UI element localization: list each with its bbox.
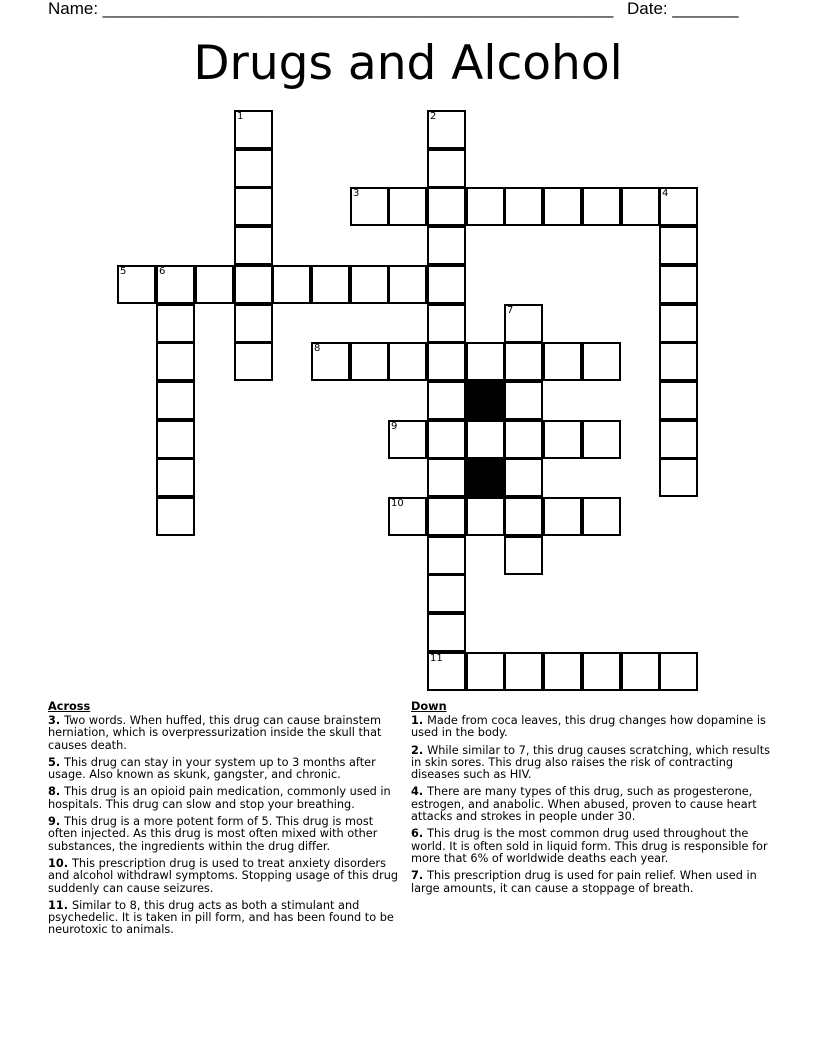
grid-cell[interactable] xyxy=(543,342,582,381)
clue-number: 8. xyxy=(48,785,65,799)
grid-cell[interactable] xyxy=(504,652,543,691)
grid-cell[interactable] xyxy=(234,304,273,343)
grid-cell[interactable] xyxy=(466,187,505,226)
grid-cell[interactable] xyxy=(466,497,505,536)
grid-cell[interactable] xyxy=(504,342,543,381)
grid-cell[interactable] xyxy=(234,110,273,149)
grid-cell[interactable] xyxy=(427,342,466,381)
across-clue xyxy=(48,786,402,811)
grid-cell[interactable] xyxy=(504,536,543,575)
across-clue xyxy=(48,900,402,937)
clue-text: There are many types of this drug, such as progesterone, estrogen, and anabolic. When abused, proven to cause heart attacks and strokes in people under 30. xyxy=(411,785,757,824)
grid-cell[interactable] xyxy=(504,497,543,536)
grid-cell[interactable] xyxy=(117,265,156,304)
grid-cell[interactable] xyxy=(504,381,543,420)
grid-cell[interactable] xyxy=(156,381,195,420)
clue-number: 10 xyxy=(391,498,404,509)
grid-cell[interactable] xyxy=(234,226,273,265)
grid-cell[interactable] xyxy=(156,342,195,381)
grid-cell[interactable] xyxy=(543,420,582,459)
header xyxy=(48,0,748,20)
grid-cell[interactable] xyxy=(427,536,466,575)
grid-cell[interactable] xyxy=(427,652,466,691)
clue-text: This prescription drug is used to treat anxiety disorders and alcohol withdrawl symptoms. Stopping usage of this drug suddenly can cause seizures. xyxy=(48,856,399,895)
across-clue xyxy=(48,715,402,752)
clue-number: 11. xyxy=(48,898,72,912)
grid-cell[interactable] xyxy=(156,458,195,497)
clue-number: 5 xyxy=(120,266,127,277)
clue-number: 9. xyxy=(48,815,65,829)
grid-cell-blocked xyxy=(466,381,505,420)
grid-cell[interactable] xyxy=(543,497,582,536)
clue-number: 9 xyxy=(391,421,398,432)
grid-cell[interactable] xyxy=(388,265,427,304)
grid-cell[interactable] xyxy=(427,149,466,188)
across-heading: Across xyxy=(48,700,91,713)
grid-cell[interactable] xyxy=(388,497,427,536)
grid-cell[interactable] xyxy=(272,265,311,304)
grid-cell[interactable] xyxy=(156,265,195,304)
grid-cell[interactable] xyxy=(582,497,621,536)
grid-cell[interactable] xyxy=(350,342,389,381)
grid-cell[interactable] xyxy=(195,265,234,304)
across-clue xyxy=(48,757,402,782)
grid-cell[interactable] xyxy=(659,265,698,304)
grid-cell[interactable] xyxy=(466,342,505,381)
grid-cell[interactable] xyxy=(388,187,427,226)
down-clue xyxy=(411,828,771,865)
clue-number: 8 xyxy=(314,343,321,354)
clue-text: While similar to 7, this drug causes scratching, which results in skin sores. This drug also raises the risk of contracting diseases such as HIV. xyxy=(411,743,771,782)
clue-number: 11 xyxy=(430,653,443,664)
grid-cell[interactable] xyxy=(659,226,698,265)
down-clue xyxy=(411,745,771,782)
grid-cell[interactable] xyxy=(504,420,543,459)
grid-cell[interactable] xyxy=(311,342,350,381)
grid-cell[interactable] xyxy=(427,265,466,304)
grid-cell[interactable] xyxy=(234,265,273,304)
clue-number: 6 xyxy=(159,266,166,277)
across-clues xyxy=(48,700,402,942)
grid-cell[interactable] xyxy=(234,342,273,381)
grid-cell[interactable] xyxy=(504,458,543,497)
grid-cell[interactable] xyxy=(582,187,621,226)
down-clue xyxy=(411,870,771,895)
clue-text: Made from coca leaves, this drug changes how dopamine is used in the body. xyxy=(411,714,766,740)
grid-cell[interactable] xyxy=(427,420,466,459)
grid-cell[interactable] xyxy=(427,458,466,497)
page-title: Drugs and Alcohol xyxy=(193,36,623,91)
grid-cell[interactable] xyxy=(156,497,195,536)
clue-text: This drug is a more potent form of 5. This drug is most often injected. As this drug is most often mixed with other substances, the ingredients within the drug differ. xyxy=(48,815,378,853)
grid-cell[interactable] xyxy=(659,458,698,497)
grid-cell[interactable] xyxy=(466,652,505,691)
clue-number: 3 xyxy=(353,188,360,199)
grid-cell[interactable] xyxy=(466,420,505,459)
grid-cell[interactable] xyxy=(659,381,698,420)
name-field-label[interactable]: Name: ______________________________________________________ xyxy=(48,0,614,18)
grid-cell[interactable] xyxy=(156,420,195,459)
clue-number: 4. xyxy=(411,785,428,799)
clue-text: Similar to 8, this drug acts as both a stimulant and psychedelic. It is taken in pill form, and has been found to be neurotoxic to animals. xyxy=(48,898,394,937)
grid-cell[interactable] xyxy=(156,304,195,343)
date-field-label[interactable]: Date: _______ xyxy=(627,0,739,18)
grid-cell[interactable] xyxy=(543,652,582,691)
grid-cell[interactable] xyxy=(388,342,427,381)
grid-cell[interactable] xyxy=(427,497,466,536)
grid-cell[interactable] xyxy=(427,226,466,265)
grid-cell[interactable] xyxy=(427,381,466,420)
grid-cell[interactable] xyxy=(659,304,698,343)
clue-number: 2. xyxy=(411,743,428,757)
grid-cell[interactable] xyxy=(621,187,660,226)
clue-text: This drug can stay in your system up to 3 months after usage. Also known as skunk, gangster, and chronic. xyxy=(48,755,376,782)
clue-number: 1 xyxy=(237,111,244,122)
grid-cell[interactable] xyxy=(427,110,466,149)
grid-cell[interactable] xyxy=(504,187,543,226)
grid-cell-blocked xyxy=(466,458,505,497)
grid-cell[interactable] xyxy=(427,574,466,613)
clue-number: 5. xyxy=(48,755,65,769)
clue-text: This drug is an opioid pain medication, commonly used in hospitals. This drug can slow and stop your breathing. xyxy=(48,785,391,811)
clue-text: This drug is the most common drug used throughout the world. It is often sold in liquid form. This drug is responsible for more that 6% of worldwide deaths each year. xyxy=(411,827,768,865)
grid-cell[interactable] xyxy=(621,652,660,691)
clue-number: 10. xyxy=(48,856,72,870)
clue-number: 4 xyxy=(662,188,669,199)
grid-cell[interactable] xyxy=(388,420,427,459)
grid-cell[interactable] xyxy=(659,187,698,226)
grid-cell[interactable] xyxy=(427,187,466,226)
clue-number: 7. xyxy=(411,869,428,883)
clue-number: 7 xyxy=(507,305,514,316)
grid-cell[interactable] xyxy=(659,652,698,691)
clue-text: Two words. When huffed, this drug can cause brainstem herniation, which is overpressurization inside the skull that causes death. xyxy=(48,714,382,752)
clue-number: 6. xyxy=(411,827,428,841)
grid-cell[interactable] xyxy=(427,304,466,343)
grid-cell[interactable] xyxy=(582,342,621,381)
grid-cell[interactable] xyxy=(582,420,621,459)
grid-cell[interactable] xyxy=(659,420,698,459)
down-heading: Down xyxy=(411,700,447,713)
grid-cell[interactable] xyxy=(311,265,350,304)
grid-cell[interactable] xyxy=(350,187,389,226)
clue-number: 3. xyxy=(48,714,65,727)
clue-number: 2 xyxy=(430,111,437,122)
grid-cell[interactable] xyxy=(350,265,389,304)
down-clue xyxy=(411,715,771,740)
grid-cell[interactable] xyxy=(234,149,273,188)
grid-cell[interactable] xyxy=(234,187,273,226)
across-clue xyxy=(48,858,402,895)
grid-cell[interactable] xyxy=(427,613,466,652)
grid-cell[interactable] xyxy=(659,342,698,381)
grid-cell[interactable] xyxy=(582,652,621,691)
down-clues xyxy=(411,700,771,900)
clue-number: 1. xyxy=(411,714,428,727)
down-clue xyxy=(411,786,771,823)
grid-cell[interactable] xyxy=(504,304,543,343)
grid-cell[interactable] xyxy=(543,187,582,226)
across-clue xyxy=(48,816,402,853)
clue-text: This prescription drug is used for pain relief. When used in large amounts, it can cause a stoppage of breath. xyxy=(411,869,757,895)
